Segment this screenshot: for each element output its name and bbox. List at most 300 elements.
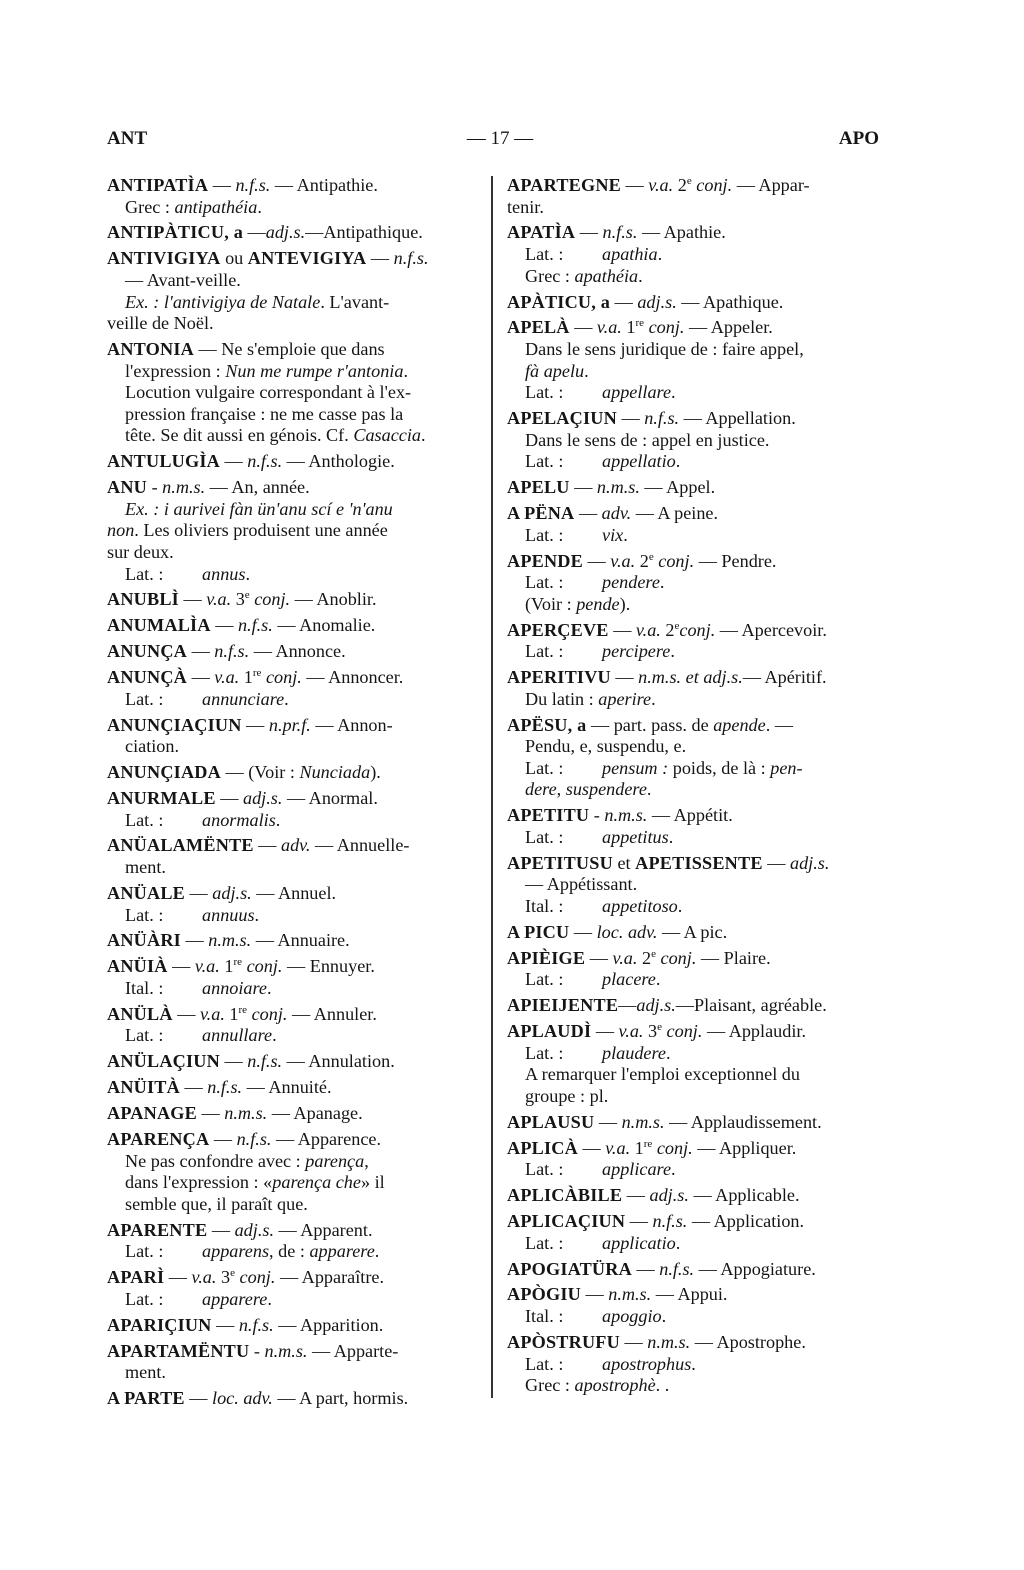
italic-text: v.a. [596, 317, 622, 338]
italic-text: v.a. [610, 550, 636, 571]
dictionary-entry [107, 477, 479, 585]
text: Locution vulgaire correspondant à l'ex- [125, 382, 412, 403]
superscript: re [252, 667, 262, 680]
entry-line [507, 1233, 877, 1255]
text: poids, de là : [668, 757, 771, 778]
text: . [677, 895, 683, 916]
headword: APANAGE [107, 1103, 197, 1124]
etymology-label: Lat. : [525, 524, 564, 545]
entry-line [107, 905, 479, 927]
text: — [219, 1051, 248, 1072]
text: — [219, 451, 248, 472]
text: — Applaudissement. [664, 1111, 822, 1132]
text: — [616, 408, 645, 429]
etymology-label: Lat. : [525, 969, 564, 990]
text: , [364, 1150, 369, 1171]
etymology-label: Lat. : [125, 904, 164, 925]
text: — [569, 477, 597, 498]
etymology-label: Lat. : [125, 809, 164, 830]
italic-text: adj.s. [649, 1185, 689, 1206]
entry-line [507, 1159, 877, 1181]
text: — Avant-veille. [125, 269, 241, 290]
text: — Applicable. [688, 1185, 800, 1206]
text: Grec : [525, 1375, 575, 1396]
dictionary-entry [507, 175, 877, 218]
italic-text: n.f.s. [602, 222, 638, 243]
entry-head-line [107, 451, 479, 473]
italic-text: placere [602, 969, 656, 990]
text: — [241, 714, 269, 735]
text: — Apostrophe. [690, 1331, 806, 1352]
entry-head-line [107, 883, 479, 905]
text: — Anthologie. [282, 451, 395, 472]
text: — An, année. [205, 477, 310, 498]
entry-line [107, 1025, 479, 1047]
text: — part. pass. de [586, 714, 714, 735]
text: . [670, 641, 675, 662]
text: — (Voir : [220, 762, 300, 783]
superscript: e [686, 174, 692, 187]
text: — [591, 1021, 619, 1042]
dictionary-entry [507, 1138, 877, 1181]
entry-head-line [507, 222, 877, 244]
text: — [574, 503, 602, 524]
dictionary-entry [107, 248, 479, 334]
text: . L'avant- [320, 291, 390, 312]
italic-text: n.f.s. [238, 1314, 274, 1335]
text: - [147, 477, 163, 498]
text: — [580, 1284, 609, 1305]
dictionary-entry [107, 956, 479, 999]
headword: APATÌA [507, 222, 576, 243]
entry-head-line [507, 175, 877, 197]
italic-text: plaudere [602, 1042, 666, 1063]
text: tête. Se dit aussi en génois. Cf. [125, 425, 354, 446]
dictionary-entry [507, 1332, 877, 1397]
text: — Apathique. [676, 291, 784, 312]
italic-text: annuus [202, 904, 255, 925]
italic-text: n.f.s. [247, 1051, 283, 1072]
italic-text: v.a. [612, 947, 638, 968]
italic-text: n.m.s. [621, 1111, 665, 1132]
italic-text: apparere [202, 1288, 268, 1309]
text: — Apercevoir. [715, 619, 827, 640]
dictionary-entry [507, 477, 877, 499]
dictionary-entry [107, 339, 479, 447]
page-number: — 17 — [466, 128, 534, 149]
text: (Voir : [525, 593, 577, 614]
superscript: e [230, 1267, 235, 1280]
headword: ANURMALE [107, 788, 216, 808]
text: — [167, 956, 195, 977]
text: — Antipathie. [270, 175, 378, 195]
text: 1 [239, 667, 253, 688]
dictionary-entry [107, 589, 479, 611]
text: — Appar- [732, 175, 810, 195]
text: — [621, 175, 649, 195]
text: — Appliquer. [692, 1137, 797, 1158]
headword: ANTONIA [107, 339, 194, 360]
text: — Appel. [639, 477, 716, 498]
superscript: e [674, 619, 680, 632]
text: Du latin : [525, 688, 599, 709]
headword: APETISSENTE [635, 852, 763, 873]
dictionary-entry [507, 715, 877, 801]
entry-head-line [507, 1021, 877, 1043]
etymology-label: Lat. : [525, 1232, 564, 1253]
entry-head-line [107, 1267, 479, 1289]
italic-text: n.m.s. [596, 477, 640, 498]
left-column [107, 175, 479, 1414]
entry-head-line [107, 615, 479, 637]
dictionary-entry [507, 853, 877, 918]
text: — [179, 1077, 208, 1098]
headword: APIEIJENTE [507, 995, 619, 1016]
italic-text: appellatio [602, 451, 676, 472]
entry-line [107, 292, 479, 314]
text: — Ne s'emploie que dans [193, 339, 385, 360]
italic-text: v.a. [194, 956, 220, 977]
italic-text: adv. [601, 503, 632, 524]
italic-text: conj. [696, 175, 733, 195]
italic-text: non [107, 520, 135, 541]
text: — Appeler. [684, 317, 773, 338]
entry-line [107, 404, 479, 426]
italic-text: pensum : [602, 757, 669, 778]
etymology-label: Lat. : [125, 1288, 164, 1309]
text: — [187, 667, 215, 688]
superscript: e [244, 589, 250, 602]
text: — [211, 1314, 239, 1335]
headword: ANUNÇÀ [107, 667, 188, 688]
text: — Appétissant. [525, 874, 638, 895]
text: . [675, 1232, 681, 1253]
entry-line [107, 736, 479, 758]
entry-head-line [507, 805, 877, 827]
headword: APIÈIGE [507, 947, 586, 968]
italic-text: fà apelu [525, 360, 585, 381]
text: . [275, 809, 281, 830]
entry-head-line [507, 1332, 877, 1354]
headword: ANUMALÌA [107, 615, 211, 636]
entry-head-line [107, 339, 479, 361]
text: . [267, 1288, 272, 1309]
text: . [651, 688, 656, 709]
entry-line [107, 313, 479, 335]
text: — [185, 882, 213, 903]
headword: ANUNÇA [107, 641, 188, 662]
headword: APENDE [507, 550, 583, 571]
italic-text: anormalis [202, 809, 276, 830]
text: 3 [231, 589, 245, 610]
text: . [623, 524, 628, 545]
entry-head-line [107, 1051, 479, 1073]
italic-text: adj.s. [636, 995, 676, 1016]
italic-text: v.a. [635, 619, 661, 640]
text: . [284, 688, 289, 709]
entry-line [107, 542, 479, 564]
italic-text: appellare [602, 382, 672, 403]
text: ). [370, 762, 381, 783]
entry-head-line [507, 1259, 877, 1281]
entry-head-line [507, 620, 877, 642]
entry-line [107, 1172, 479, 1194]
headword: A PARTE [107, 1388, 185, 1408]
headword: ANÜLAÇIUN [107, 1051, 220, 1072]
entry-head-line [107, 930, 479, 952]
text: — [608, 619, 636, 640]
headword: ANÜALE [107, 882, 185, 903]
text: — Ennuyer. [282, 956, 375, 977]
italic-text: n.m.s. [264, 1340, 308, 1361]
entry-head-line [107, 248, 479, 270]
text: — Appui. [651, 1284, 728, 1305]
entry-line [507, 827, 877, 849]
text: veille de Noël. [107, 313, 214, 334]
headword: ANÜALAMËNTE [107, 835, 254, 856]
text: 2 [660, 619, 675, 640]
entry-line [107, 564, 479, 586]
text: . [267, 977, 272, 998]
headword: APLICAÇIUN [507, 1211, 626, 1232]
entry-head-line [507, 1185, 877, 1207]
dictionary-entry [107, 835, 479, 878]
entry-line [507, 874, 877, 896]
text: . . [655, 1375, 670, 1396]
entry-head-line [507, 922, 877, 944]
entry-head-line [107, 835, 479, 857]
text: 1 [621, 317, 636, 338]
text: — Annuel. [251, 882, 337, 903]
etymology-label: Lat. : [125, 563, 164, 584]
text: . [403, 360, 408, 381]
dictionary-entry [107, 1051, 479, 1073]
text: , de : [269, 1241, 310, 1262]
italic-text: conj. [660, 947, 697, 968]
text: — Annulation. [282, 1051, 395, 1072]
headword: APLICÀBILE [507, 1185, 623, 1206]
entry-head-line [107, 1004, 479, 1026]
entry-head-line [507, 995, 877, 1017]
text: Dans le sens de : appel en justice. [525, 429, 770, 450]
entry-line [507, 758, 877, 780]
entry-head-line [507, 948, 877, 970]
dictionary-entry [507, 1112, 877, 1134]
text: — Apathie. [637, 222, 726, 243]
dictionary-entry [107, 641, 479, 663]
entry-line [507, 361, 877, 383]
dictionary-entry [107, 1103, 479, 1125]
italic-text: appetitoso [602, 895, 678, 916]
headword: ANTIVIGIYA [107, 248, 221, 269]
dictionary-entry [507, 1185, 877, 1207]
italic-text: Ex. : l'antivigiya de Natale [125, 291, 321, 312]
text: 1 [224, 1003, 239, 1024]
superscript: re [233, 956, 243, 969]
text: — [569, 317, 597, 338]
text: — Apparition. [273, 1314, 384, 1335]
etymology-label: Lat. : [125, 688, 164, 709]
etymology-label: Lat. : [525, 1353, 564, 1374]
text: 2 [673, 175, 687, 195]
italic-text: Nunciada [299, 762, 371, 783]
italic-text: conj. [251, 1003, 288, 1024]
italic-text: conj. [656, 1137, 693, 1158]
entry-line [107, 1241, 479, 1263]
text: - [249, 1340, 265, 1361]
text: semble que, il paraît que. [125, 1193, 308, 1214]
superscript: re [238, 1003, 248, 1016]
dictionary-entry [107, 615, 479, 637]
italic-text: apathia [602, 244, 658, 265]
text: . [659, 572, 665, 593]
dictionary-entry [107, 1315, 479, 1337]
italic-text: Nun me rumpe r'antonia [225, 360, 404, 381]
dictionary-entry [107, 1129, 479, 1215]
text: . [671, 1159, 676, 1180]
italic-text: suspendere [565, 779, 647, 800]
italic-text: percipere [602, 641, 671, 662]
column-divider [491, 176, 493, 1398]
entry-head-line [107, 222, 479, 244]
italic-text: apoggio [602, 1306, 662, 1327]
superscript: re [635, 317, 645, 330]
entry-line [507, 1064, 877, 1086]
entry-line [507, 525, 877, 547]
text: — Apéritif. [742, 667, 827, 688]
text: — Anormal. [282, 788, 378, 808]
text: A remarquer l'emploi exceptionnel du [525, 1064, 800, 1085]
text: — Annuaire. [251, 930, 350, 951]
italic-text: n.f.s. [237, 615, 273, 636]
text: — Annoncer. [301, 667, 404, 688]
etymology-label: Lat. : [525, 1159, 564, 1180]
italic-text: adj.s. [637, 291, 677, 312]
text: — [585, 947, 613, 968]
italic-text: n.m.s. [604, 805, 648, 826]
etymology-label: Ital. : [125, 977, 164, 998]
entry-head-line [507, 551, 877, 573]
entry-line [507, 339, 877, 361]
text: sur deux. [107, 541, 174, 562]
superscript: e [651, 947, 656, 960]
etymology-label: Lat. : [525, 382, 564, 403]
text: Pendu, e, suspendu, e. [525, 736, 687, 757]
headword: APARÌ [107, 1267, 165, 1288]
etymology-label: Ital. : [525, 895, 564, 916]
text: . [254, 904, 260, 925]
italic-text: v.a. [605, 1137, 631, 1158]
entry-head-line [107, 1220, 479, 1242]
text: . Les oliviers produisent une année [134, 520, 388, 541]
entry-line [107, 1151, 479, 1173]
superscript: re [643, 1137, 653, 1150]
entry-head-line [107, 641, 479, 663]
text: groupe : pl. [525, 1085, 609, 1106]
headword: APETITUSU [507, 852, 613, 873]
italic-text: apostrophus [602, 1353, 692, 1374]
italic-text: loc. adv. [596, 921, 658, 942]
italic-text: applicare [602, 1159, 672, 1180]
text: — [215, 788, 243, 808]
headword: ANTULUGÌA [107, 451, 220, 472]
text: — [184, 1388, 213, 1408]
italic-text: pendere [602, 572, 660, 593]
text: —Plaisant, agréable. [675, 995, 827, 1016]
headword: A PËNA [507, 503, 575, 524]
text: . [675, 451, 681, 472]
text: pression française : ne me casse pas la [125, 403, 404, 424]
right-column [507, 175, 877, 1401]
italic-text: annunciare [202, 688, 285, 709]
text: Ne pas confondre avec : [125, 1150, 306, 1171]
etymology-label: Lat. : [525, 641, 564, 662]
entry-line [107, 520, 479, 542]
entry-line [507, 779, 877, 801]
dictionary-entry [107, 1388, 479, 1410]
headword: APARENÇA [107, 1128, 210, 1149]
italic-text: conj. [658, 550, 695, 571]
text: — [622, 1185, 650, 1206]
text: — [770, 714, 794, 735]
text: ou [220, 248, 248, 269]
text: . [584, 360, 589, 381]
text: — [366, 248, 394, 269]
entry-head-line [507, 715, 877, 737]
italic-text: n.f.s. [644, 408, 680, 429]
headword: ANUNÇIADA [107, 762, 221, 783]
dictionary-entry [507, 667, 877, 710]
italic-text: v.a. [199, 1003, 225, 1024]
dictionary-entry [507, 408, 877, 473]
text: . [691, 1353, 696, 1374]
entry-head-line [107, 715, 479, 737]
entry-line [507, 197, 877, 219]
dictionary-entry [507, 222, 877, 287]
text: — [575, 222, 603, 243]
text: . [638, 265, 643, 286]
dictionary-entry [107, 451, 479, 473]
entry-line [507, 382, 877, 404]
text: — Apparent. [274, 1219, 373, 1240]
italic-text: antipathéia [174, 196, 258, 217]
italic-text: conj. [648, 317, 685, 338]
text: 1 [219, 956, 234, 977]
dictionary-entry [107, 667, 479, 710]
italic-text: n.f.s. [235, 175, 271, 195]
italic-text: dere [525, 779, 557, 800]
entry-head-line [107, 175, 479, 197]
headword: APARTAMËNTU [107, 1340, 250, 1361]
text: — Application. [687, 1211, 805, 1232]
entry-head-line [507, 853, 877, 875]
superscript: e [648, 550, 654, 563]
entry-head-line [107, 1129, 479, 1151]
italic-text: pen- [770, 757, 803, 778]
italic-text: v.a. [214, 667, 240, 688]
italic-text: n.f.s. [652, 1211, 688, 1232]
text: — Pendre. [694, 550, 777, 571]
entry-line [107, 857, 479, 879]
entry-head-line [507, 1138, 877, 1160]
text: — [172, 1003, 200, 1024]
dictionary-entry [507, 1284, 877, 1327]
italic-text: pende [576, 593, 620, 614]
headword: APELU [507, 477, 570, 498]
entry-line [507, 572, 877, 594]
italic-text: apparere [309, 1241, 375, 1262]
entry-head-line [107, 589, 479, 611]
